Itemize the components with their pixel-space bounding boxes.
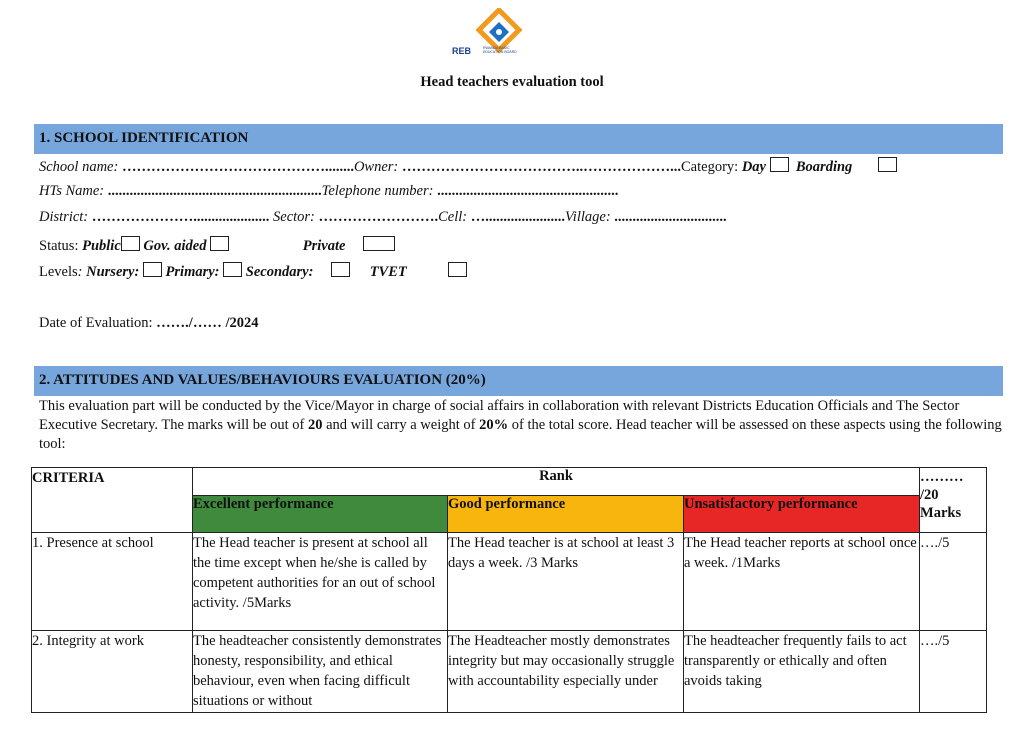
boarding-label: Boarding	[795, 159, 853, 175]
good-header: Good performance	[448, 496, 684, 533]
tvet-checkbox[interactable]	[448, 262, 467, 277]
section-1-heading: 1. SCHOOL IDENTIFICATION	[39, 130, 249, 146]
table-row	[32, 631, 987, 713]
evaluation-table	[31, 467, 987, 713]
public-label: Public	[82, 238, 121, 254]
owner-field[interactable]: ………………………………..………………...	[398, 159, 682, 175]
intro-text-1: This evaluation part will be conducted by the Vice/Mayor in charge of social affairs in collaboration with relevant Districts Education Officials and The Sector Executive Secretary. The marks will be out of	[39, 398, 960, 433]
good-cell: The Head teacher is at school at least 3 days a week. /3 Marks	[448, 533, 684, 631]
day-checkbox[interactable]	[770, 157, 789, 172]
marks-label: Marks	[920, 505, 962, 521]
district-label: District:	[39, 209, 89, 225]
intro-text-3: of the total score. Head teacher will be assessed on these aspects using the following tool:	[39, 417, 1002, 452]
school-name-row	[39, 157, 897, 176]
secondary-label: Secondary:	[245, 264, 314, 280]
levels-label: Levels	[39, 264, 78, 280]
category-label: Category:	[681, 159, 739, 175]
day-label: Day	[738, 159, 766, 175]
owner-label: Owner:	[353, 159, 399, 175]
status-label: Status:	[39, 238, 79, 254]
section-1-header	[34, 124, 1003, 154]
location-row	[39, 209, 727, 226]
public-checkbox[interactable]	[121, 236, 140, 251]
unsatisfactory-cell: The headteacher frequently fails to act transparently or ethically and often avoids taking	[684, 631, 920, 713]
school-name-label: School name:	[39, 159, 119, 175]
date-label: Date of Evaluation:	[39, 315, 153, 331]
date-field[interactable]: ……./…… /2024	[152, 315, 259, 331]
telephone-field[interactable]: ..................................................	[433, 183, 619, 199]
nursery-label: Nursery:	[86, 264, 140, 280]
intro-weight: 20%	[479, 417, 509, 433]
logo-abbr: REB	[452, 46, 472, 56]
district-field[interactable]: ………………….....................	[88, 209, 274, 225]
primary-label: Primary:	[165, 264, 220, 280]
nursery-checkbox[interactable]	[143, 262, 162, 277]
marks-cell[interactable]: …./5	[920, 631, 987, 713]
intro-out-of: 20	[307, 417, 323, 433]
private-checkbox[interactable]	[363, 236, 395, 251]
hts-name-field[interactable]: ...........................................................	[104, 183, 322, 199]
primary-checkbox[interactable]	[223, 262, 242, 277]
marks-dots: ………	[920, 469, 964, 485]
village-field[interactable]: ...............................	[610, 209, 727, 225]
unsatisfactory-cell: The Head teacher reports at school once a week. /1Marks	[684, 533, 920, 631]
boarding-checkbox[interactable]	[878, 157, 897, 172]
table-header-row	[32, 468, 987, 496]
cell-field[interactable]: …......................	[467, 209, 566, 225]
criteria-cell: 1. Presence at school	[32, 533, 193, 631]
section-2-header	[34, 366, 1003, 396]
excellent-cell: The Head teacher is present at school all the time except when he/she is called by competent authorities for an out of school activity. /5Marks	[193, 533, 448, 631]
date-row	[39, 315, 258, 332]
marks-header	[920, 468, 987, 533]
section-2-heading: 2. ATTITUDES AND VALUES/BEHAVIOURS EVALUATION (20%)	[39, 372, 486, 388]
hts-name-row	[39, 183, 618, 200]
gov-aided-checkbox[interactable]	[210, 236, 229, 251]
sector-field[interactable]: …………………….	[314, 209, 439, 225]
intro-text-2: and will carry a weight of	[322, 417, 480, 433]
section-2-intro	[39, 397, 1003, 454]
school-name-field[interactable]: ……………………………………........	[118, 159, 354, 175]
village-label: Village:	[565, 209, 611, 225]
document-title: Head teachers evaluation tool	[420, 74, 604, 90]
levels-row: Levels: Nursery: Primary: Secondary: TVET	[39, 262, 467, 281]
sector-label: Sector:	[273, 209, 315, 225]
gov-aided-label: Gov. aided	[143, 238, 207, 254]
tvet-label: TVET	[369, 264, 407, 280]
criteria-header: CRITERIA	[32, 468, 193, 533]
cell-label: Cell:	[438, 209, 468, 225]
table-row	[32, 533, 987, 631]
excellent-header: Excellent performance	[193, 496, 448, 533]
status-row	[39, 236, 395, 255]
criteria-cell: 2. Integrity at work	[32, 631, 193, 713]
secondary-checkbox[interactable]	[331, 262, 350, 277]
marks-cell[interactable]: …./5	[920, 533, 987, 631]
marks-total: /20	[920, 487, 939, 503]
hts-name-label: HTs Name:	[39, 183, 105, 199]
private-label: Private	[302, 238, 346, 254]
telephone-label: Telephone number:	[321, 183, 434, 199]
reb-logo-icon	[464, 8, 534, 68]
logo-name: RWANDA BASIC EDUCATION BOARD	[483, 46, 517, 54]
good-cell: The Headteacher mostly demonstrates integrity but may occasionally struggle with accountability especially under	[448, 631, 684, 713]
excellent-cell: The headteacher consistently demonstrates honesty, responsibility, and ethical behaviour, even when facing difficult situations or without	[193, 631, 448, 713]
rank-header: Rank	[193, 468, 920, 496]
unsatisfactory-header: Unsatisfactory performance	[684, 496, 920, 533]
